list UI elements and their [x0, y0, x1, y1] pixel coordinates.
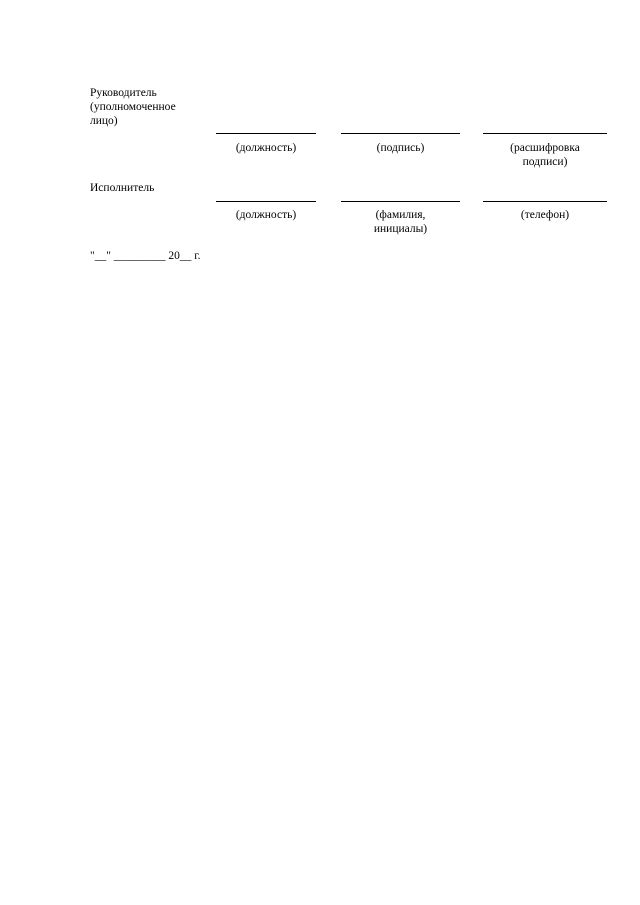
head-label-line1: Руководитель	[90, 87, 157, 99]
executor-position-line[interactable]	[216, 201, 316, 202]
head-signature-caption: (подпись)	[376, 142, 425, 154]
executor-name-line[interactable]	[341, 201, 460, 202]
executor-label: Исполнитель	[90, 182, 155, 194]
date-line[interactable]: "__" _________ 20__ г.	[90, 250, 201, 262]
executor-name-caption	[341, 208, 460, 236]
head-decoding-line[interactable]	[483, 133, 607, 134]
executor-position-caption: (должность)	[235, 209, 297, 221]
executor-name-caption-line1: (фамилия,	[375, 209, 426, 221]
executor-phone-caption: (телефон)	[520, 209, 570, 221]
head-label-line3: лицо)	[90, 115, 118, 127]
head-decoding-caption-line1: (расшифровка	[510, 142, 580, 154]
head-decoding-caption-line2: подписи)	[522, 156, 568, 168]
executor-name-caption-line2: инициалы)	[373, 223, 428, 235]
head-signature-line[interactable]	[341, 133, 460, 134]
head-position-line[interactable]	[216, 133, 316, 134]
head-label	[90, 86, 176, 128]
head-decoding-caption	[483, 141, 607, 169]
head-position-caption: (должность)	[235, 142, 297, 154]
executor-phone-line[interactable]	[483, 201, 607, 202]
head-label-line2: (уполномоченное	[90, 101, 176, 113]
